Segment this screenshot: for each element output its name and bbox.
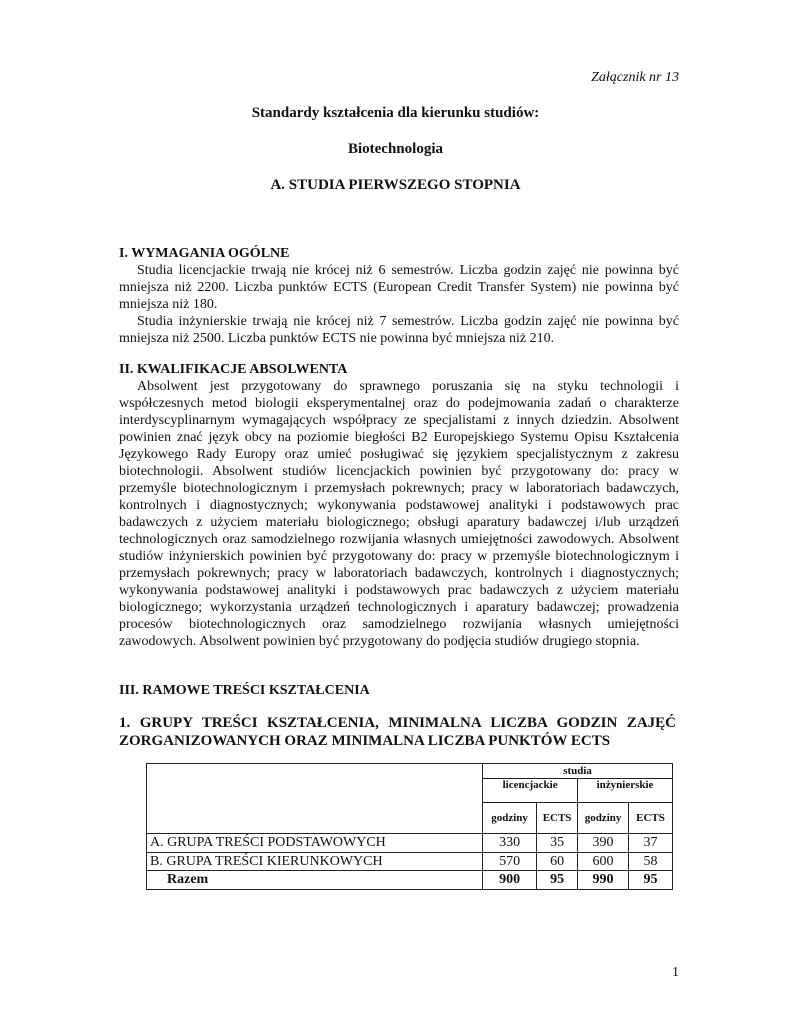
- content-groups-table: [146, 763, 673, 890]
- field-title: Biotechnologia: [347, 141, 443, 157]
- level-title: A. STUDIA PIERWSZEGO STOPNIA: [270, 177, 521, 193]
- paragraph: Absolwent jest przygotowany do sprawnego poruszania się na styku technologii i współczesnych metod biologii eksperymentalnej oraz do podejmowania zadań o charakterze interdyscyplinarnym wymagających współpracy ze specjalistami z innych dziedzin. Absolwent powinien znać język obcy na poziomie biegłości B2 Europejskiego Systemu Opisu Kształcenia Językowego Rady Europy oraz umieć posługiwać się językiem specjalistycznym z zakresu biotechnologii. Absolwent studiów licencjackich powinien być przygotowany do: pracy w przemyśle biotechnologicznym i przemysłach pokrewnych; pracy w laboratoriach badawczych, kontrolnych i diagnostycznych; wykonywania podstawowej analityki i podstawowych prac badawczych z użyciem materiału biologicznego; obsługi aparatury badawczej i/lub urządzeń technologicznych oraz samodzielnego rozwijania własnych umiejętności zawodowych. Absolwent studiów inżynierskich powinien być przygotowany do: pracy w przemyśle biotechnologicznym i przemysłach pokrewnych; pracy w laboratoriach badawczych, kontrolnych i diagnostycznych; wykonywania podstawowej analityki i podstawowych prac badawczych z użyciem materiału biologicznego; wykorzystania urządzeń technologicznych i aparatury badawczej; prowadzenia procesów biotechnologicznych oraz samodzielnego rozwijania własnych umiejętności zawodowych. Absolwent powinien być przygotowany do podjęcia studiów drugiego stopnia.: [119, 379, 679, 649]
- table-row: [147, 853, 673, 871]
- page-number: 1: [672, 965, 679, 980]
- header-godziny: godziny: [578, 803, 629, 834]
- row-label: B. GRUPA TREŚCI KIERUNKOWYCH: [147, 853, 483, 871]
- table-total-row: [147, 871, 673, 890]
- total-lic-hours: 900: [483, 871, 537, 890]
- annex-label: Załącznik nr 13: [591, 70, 679, 85]
- paragraph: Studia licencjackie trwają nie krócej niż 6 semestrów. Liczba godzin zajęć nie powinna być mniejsza niż 2200. Liczba punktów ECTS (European Credit Transfer System) nie powinna być mniejsza niż 180.: [119, 263, 679, 312]
- total-lic-ects: 95: [537, 871, 578, 890]
- section-heading: I. WYMAGANIA OGÓLNE: [119, 246, 290, 261]
- section-graduate-qualifications: [119, 361, 679, 650]
- row-label: A. GRUPA TREŚCI PODSTAWOWYCH: [147, 834, 483, 853]
- subsection-heading: 1. GRUPY TREŚCI KSZTAŁCENIA, MINIMALNA LICZBA GODZIN ZAJĘĆ ZORGANIZOWANYCH ORAZ MINIMALNA LICZBA PUNKTÓW ECTS: [119, 715, 676, 749]
- cell-lic-hours: 570: [483, 853, 537, 871]
- cell-lic-ects: 60: [537, 853, 578, 871]
- table-corner: [147, 764, 483, 834]
- section-framework-content: [119, 682, 679, 699]
- header-licencjackie: licencjackie: [483, 779, 578, 803]
- header-ects: ECTS: [537, 803, 578, 834]
- header-ects: ECTS: [629, 803, 673, 834]
- total-inz-hours: 990: [578, 871, 629, 890]
- table-row: [147, 834, 673, 853]
- cell-inz-hours: 390: [578, 834, 629, 853]
- section-heading: III. RAMOWE TREŚCI KSZTAŁCENIA: [119, 683, 370, 698]
- header-godziny: godziny: [483, 803, 537, 834]
- cell-lic-ects: 35: [537, 834, 578, 853]
- header-inzynierskie: inżynierskie: [578, 779, 673, 803]
- cell-inz-ects: 58: [629, 853, 673, 871]
- cell-inz-ects: 37: [629, 834, 673, 853]
- cell-lic-hours: 330: [483, 834, 537, 853]
- total-inz-ects: 95: [629, 871, 673, 890]
- cell-inz-hours: 600: [578, 853, 629, 871]
- paragraph: Studia inżynierskie trwają nie krócej niż 7 semestrów. Liczba godzin zajęć nie powinna być mniejsza niż 2500. Liczba punktów ECTS nie powinna być mniejsza niż 210.: [119, 314, 679, 346]
- total-label: Razem: [147, 871, 483, 890]
- section-general-requirements: [119, 245, 679, 347]
- header-studia: studia: [483, 764, 673, 779]
- section-heading: II. KWALIFIKACJE ABSOLWENTA: [119, 362, 348, 377]
- document-title: Standardy kształcenia dla kierunku studiów:: [251, 105, 540, 121]
